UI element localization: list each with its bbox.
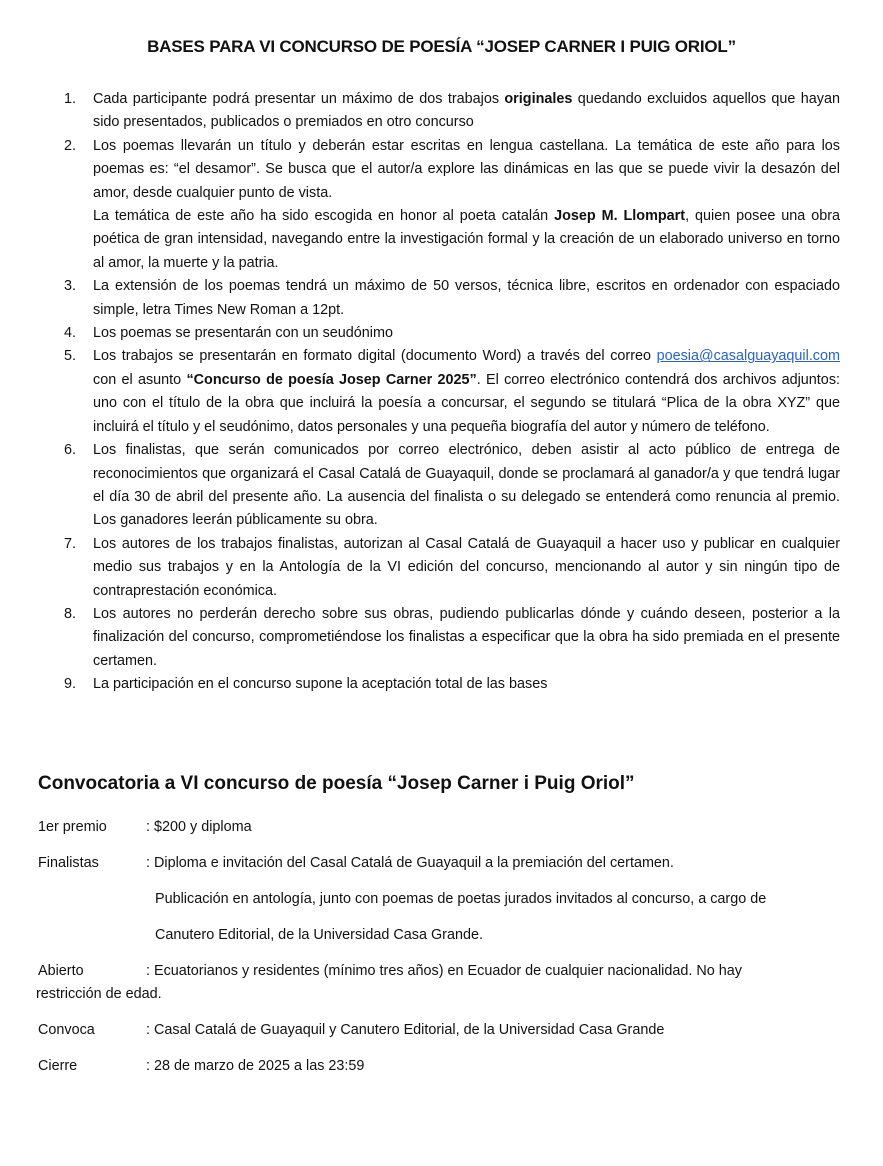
finalistas-line-3: Canutero Editorial, de la Universidad Casa Grande.: [155, 927, 483, 943]
rule-number: 2.: [64, 137, 77, 154]
abierto-label: Abierto: [38, 963, 84, 979]
premio-label: 1er premio: [38, 819, 107, 835]
rule-number: 3.: [64, 278, 77, 295]
convoca-label: Convoca: [38, 1022, 95, 1038]
rule-item-3: [56, 275, 840, 322]
rule-text: Los autores de los trabajos finalistas, autorizan al Casal Catalá de Guayaquil a hacer uso y publicar en cualquier medio sus trabajos y en la Antología de la VI edición del concurso, mencionando al autor y sin ningún tipo de contraprestación económica.: [93, 535, 840, 599]
rule-text: La extensión de los poemas tendrá un máximo de 50 versos, técnica libre, escritos en ordenador con espaciado simple, letra Times New Roman a 12pt.: [93, 278, 840, 318]
rules-list: [56, 88, 840, 697]
rule-text-secondary: La temática de este año ha sido escogida en honor al poeta catalán Josep M. Llompart, quien posee una obra poética de gran intensidad, navegando entre la investigación formal y la creación de un elaborado universo en torno al amor, la muerte y la patria.: [93, 208, 841, 271]
rule-number: 6.: [64, 442, 77, 459]
rule-text: Los finalistas, que serán comunicados por correo electrónico, deben asistir al acto público de entrega de reconocimientos que organizará el Casal Catalá de Guayaquil, donde se proclamará al ganador/a y que tendrá lugar el día 30 de abril del presente año. La ausencia del finalista o su delegado se entenderá como renuncia al premio. Los ganadores leerán públicamente su obra.: [93, 442, 840, 529]
rule-item-1: [56, 88, 840, 135]
rule-text: Los trabajos se presentarán en formato digital (documento Word) a través del correo poesia@casalguayaquil.com con el asunto “Concurso de poesía Josep Carner 2025”. El correo electrónico contendrá dos archivos adjuntos: uno con el título de la obra que incluirá la poesía a concursar, el segundo se titulará “Plica de la obra XYZ” que incluirá el título y el seudónimo, datos personales y una pequeña biografía del autor y número de teléfono.: [93, 348, 841, 435]
rule-item-9: [56, 673, 840, 696]
rule-text: Los autores no perderán derecho sobre sus obras, pudiendo publicarlas dónde y cuándo deseen, posterior a la finalización del concurso, comprometiéndose los finalistas a especificar que la obra ha sido premiada en el presente certamen.: [93, 605, 840, 669]
email-link[interactable]: poesia@casalguayaquil.com: [656, 348, 840, 365]
rule-item-2: [56, 135, 840, 275]
convoca-value: : Casal Catalá de Guayaquil y Canutero Editorial, de la Universidad Casa Grande: [146, 1022, 665, 1038]
rule-number: 4.: [64, 325, 77, 342]
rule-text: La participación en el concurso supone la aceptación total de las bases: [93, 676, 548, 693]
rule-item-5: [56, 345, 840, 439]
cierre-label: Cierre: [38, 1058, 78, 1074]
finalistas-line-2: Publicación en antología, junto con poemas de poetas jurados invitados al concurso, a cargo de: [155, 891, 767, 907]
abierto-row: [38, 960, 838, 1006]
rule-number: 1.: [64, 91, 77, 107]
rule-item-7: [56, 533, 840, 603]
rule-item-4: [56, 322, 840, 345]
rule-text: Los poemas llevarán un título y deberán estar escritas en lengua castellana. La temática de este año para los poemas es: “el desamor”. Se busca que el autor/a explore las dinámicas en las que se puede vivir la desazón del amor, desde cualquier punto de vista.: [93, 137, 840, 201]
finalistas-label: Finalistas: [38, 855, 99, 871]
rule-number: 8.: [64, 605, 77, 622]
cierre-value: : 28 de marzo de 2025 a las 23:59: [146, 1058, 365, 1074]
rule-number: 9.: [64, 676, 77, 693]
rule-text: Cada participante podrá presentar un máximo de dos trabajos originales quedando excluidos aquellos que hayan sido presentados, publicados o premiados en otro concurso: [93, 91, 840, 131]
abierto-value: : Ecuatorianos y residentes (mínimo tres años) en Ecuador de cualquier nacionalidad. No hay: [146, 963, 742, 979]
rule-number: 5.: [64, 348, 77, 365]
finalistas-value: : Diploma e invitación del Casal Catalá de Guayaquil a la premiación del certamen.: [146, 855, 674, 871]
rule-item-8: [56, 603, 840, 673]
premio-value: : $200 y diploma: [146, 819, 252, 835]
rule-number: 7.: [64, 535, 77, 552]
rule-item-6: [56, 439, 840, 533]
abierto-line-2: restricción de edad.: [36, 986, 162, 1002]
rule-text: Los poemas se presentarán con un seudónimo: [93, 325, 393, 342]
convocatoria-heading: Convocatoria a VI concurso de poesía “Josep Carner i Puig Oriol”: [38, 773, 635, 794]
document-title: BASES PARA VI CONCURSO DE POESÍA “JOSEP CARNER I PUIG ORIOL”: [147, 37, 736, 56]
